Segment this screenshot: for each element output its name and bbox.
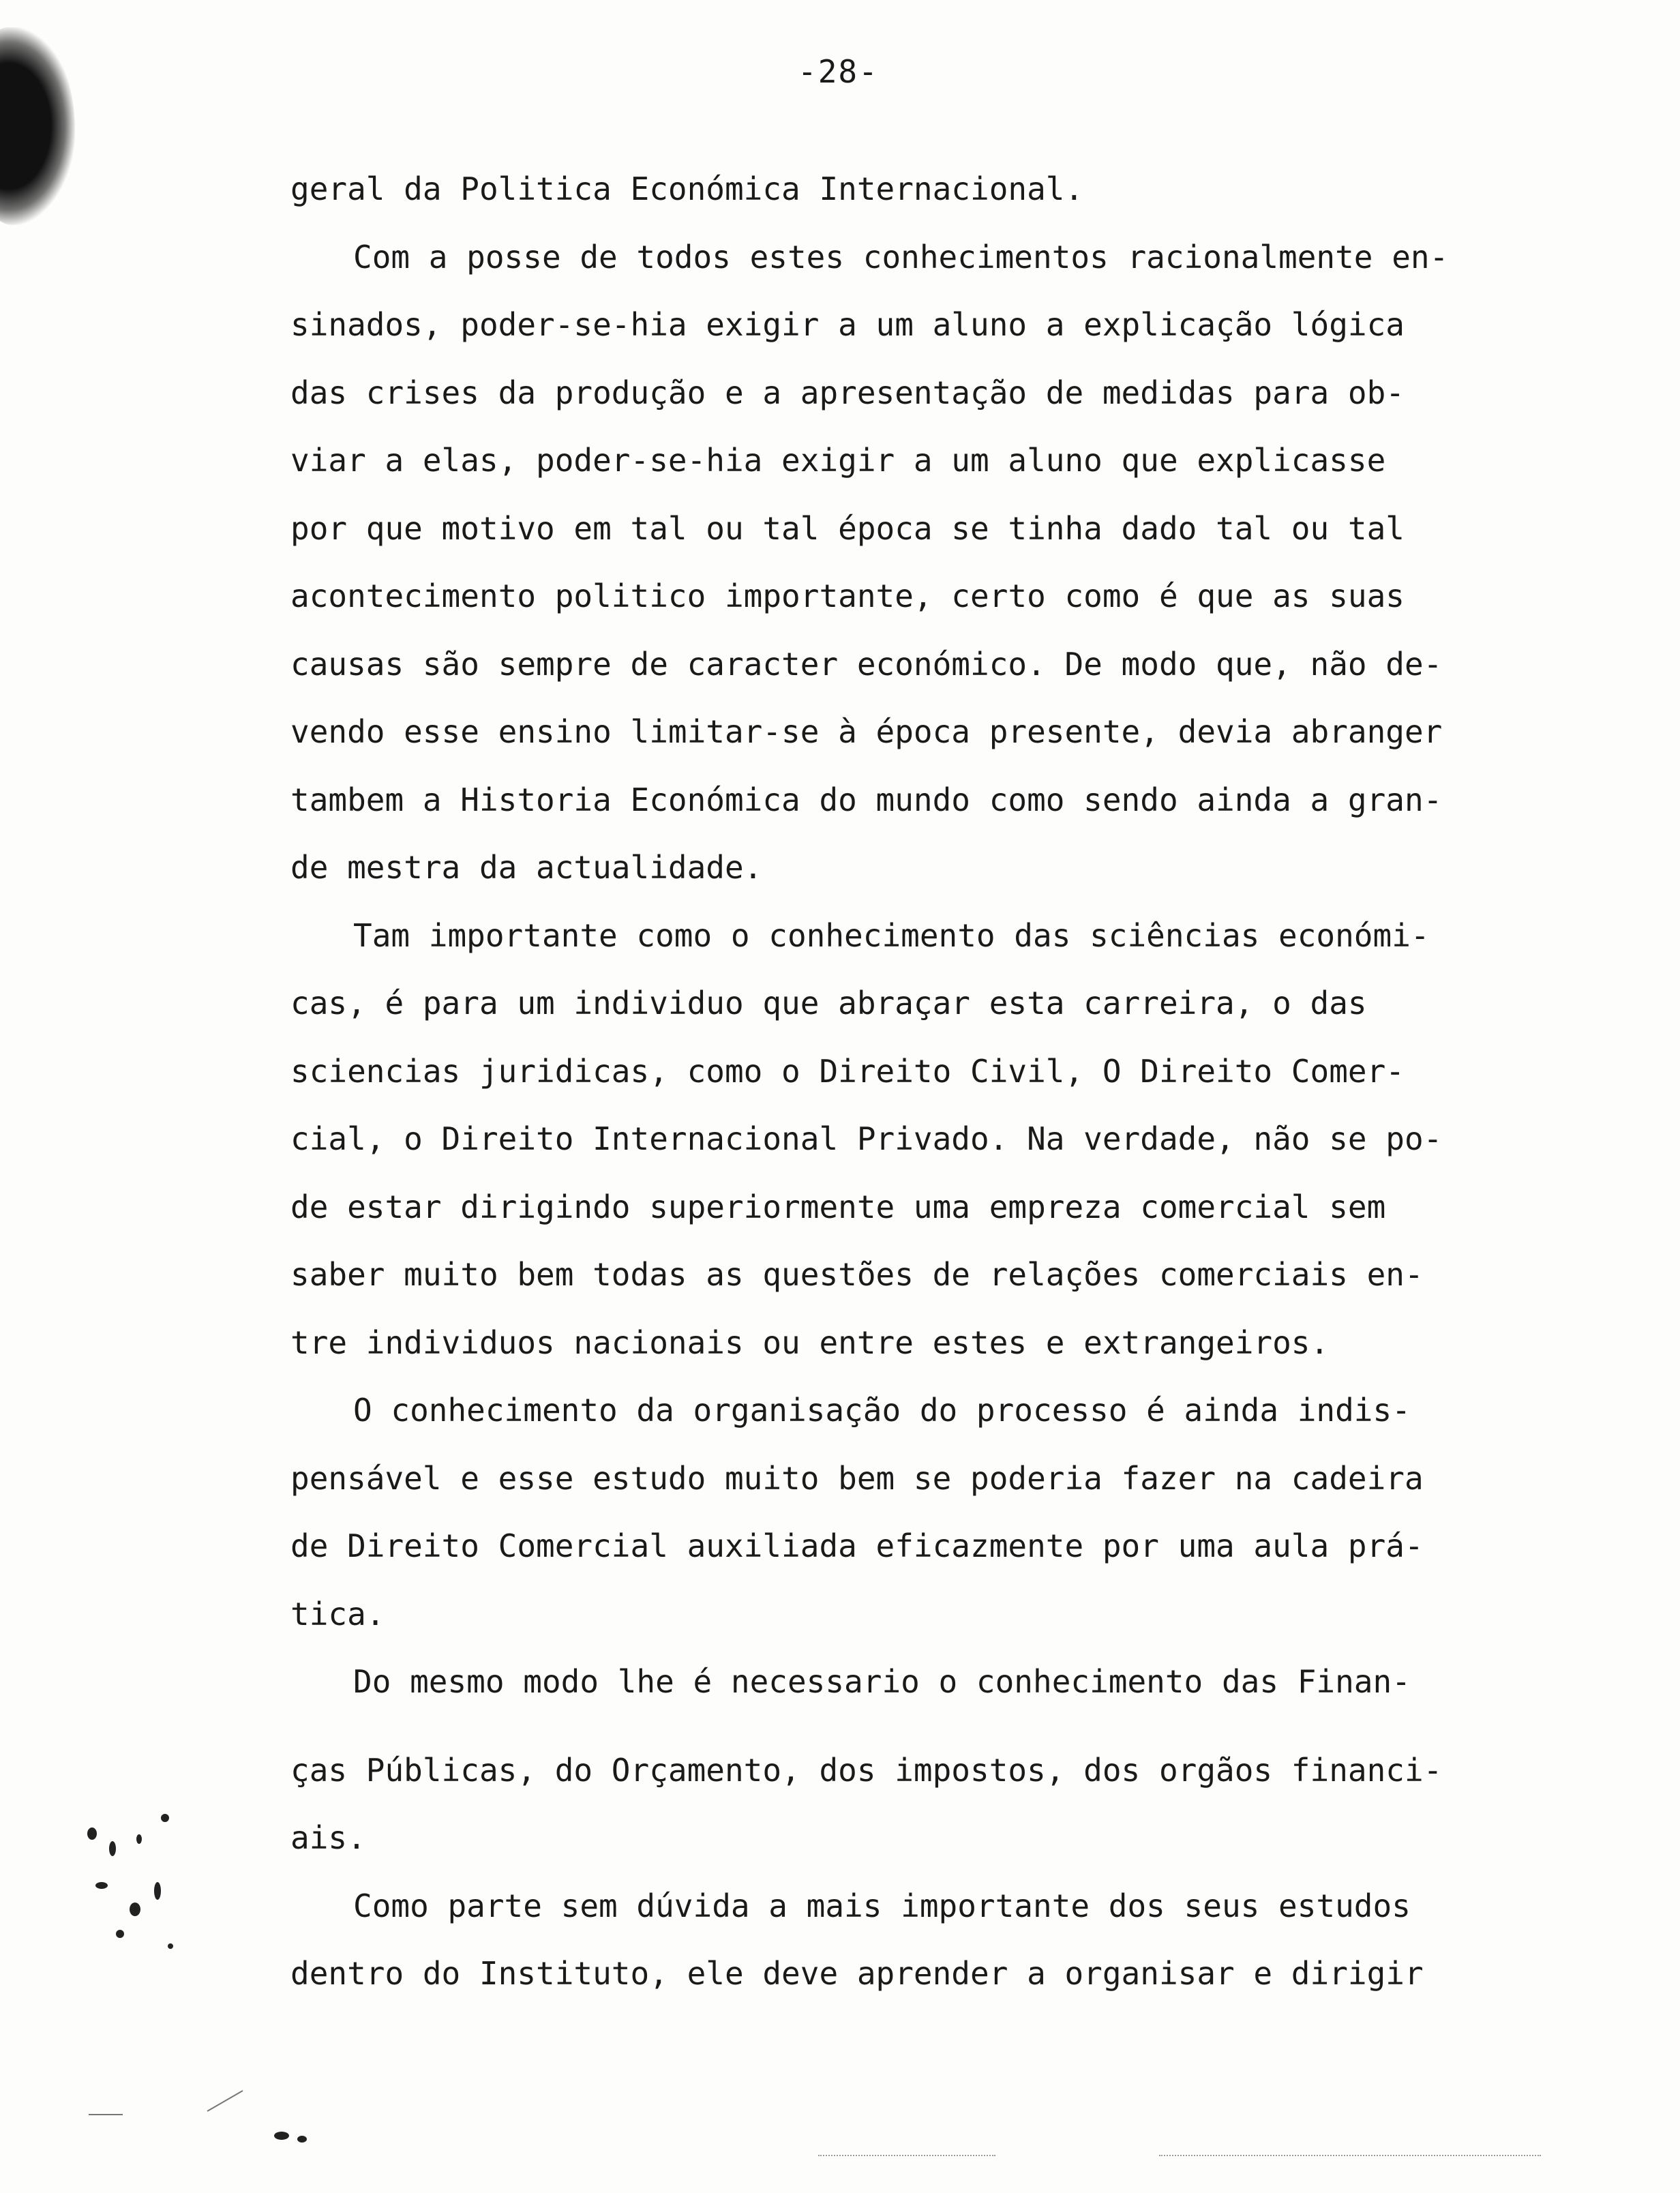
text-line: acontecimento politico importante, certo como é que as suas bbox=[290, 578, 1405, 614]
text-line: vendo esse ensino limitar-se à época presente, devia abranger bbox=[290, 713, 1443, 750]
text-line: cial, o Direito Internacional Privado. Na verdade, não se po- bbox=[290, 1120, 1443, 1157]
text-line: tica. bbox=[290, 1595, 385, 1632]
text-line: Tam importante como o conhecimento das sciências económi- bbox=[353, 916, 1430, 954]
text-line: ças Públicas, do Orçamento, dos impostos, dos orgãos financi- bbox=[290, 1751, 1443, 1789]
body-text bbox=[290, 155, 1545, 2008]
text-line: Com a posse de todos estes conhecimentos racionalmente en- bbox=[353, 238, 1449, 275]
text-line: viar a elas, poder-se-hia exigir a um aluno que explicasse bbox=[290, 442, 1386, 479]
text-line: geral da Politica Económica Internacional. bbox=[290, 170, 1084, 207]
text-line: de Direito Comercial auxiliada eficazmente por uma aula prá- bbox=[290, 1527, 1424, 1564]
text-line: sciencias juridicas, como o Direito Civil, O Direito Comer- bbox=[290, 1052, 1405, 1090]
smudge-mark bbox=[1159, 2155, 1541, 2156]
text-line: das crises da produção e a apresentação de medidas para ob- bbox=[290, 374, 1405, 411]
text-line: Do mesmo modo lhe é necessario o conhecimento das Finan- bbox=[353, 1663, 1411, 1700]
ink-blot-mark bbox=[0, 27, 75, 225]
text-line: de estar dirigindo superiormente uma empreza comercial sem bbox=[290, 1188, 1386, 1225]
smudge-mark bbox=[89, 2114, 123, 2115]
text-line: saber muito bem todas as questões de relações comerciais en- bbox=[290, 1256, 1424, 1293]
text-line: sinados, poder-se-hia exigir a um aluno a explicação lógica bbox=[290, 306, 1405, 343]
text-line: dentro do Instituto, ele deve aprender a organisar e dirigir bbox=[290, 1955, 1424, 1992]
text-line: ais. bbox=[290, 1819, 366, 1856]
text-line: por que motivo em tal ou tal época se tinha dado tal ou tal bbox=[290, 509, 1405, 547]
text-line: tre individuos nacionais ou entre estes e extrangeiros. bbox=[290, 1324, 1330, 1361]
text-line: tambem a Historia Económica do mundo como sendo ainda a gran- bbox=[290, 781, 1443, 818]
text-line: causas são sempre de caracter económico. De modo que, não de- bbox=[290, 645, 1443, 683]
text-line: O conhecimento da organisação do processo é ainda indis- bbox=[353, 1392, 1411, 1429]
text-line: Como parte sem dúvida a mais importante dos seus estudos bbox=[353, 1887, 1411, 1924]
text-line: de mestra da actualidade. bbox=[290, 849, 763, 886]
text-line: cas, é para um individuo que abraçar esta carreira, o das bbox=[290, 985, 1367, 1021]
page-number: -28- bbox=[798, 53, 879, 90]
smudge-mark bbox=[207, 2090, 243, 2112]
smudge-mark bbox=[818, 2155, 995, 2156]
text-line: pensável e esse estudo muito bem se poderia fazer na cadeira bbox=[290, 1459, 1424, 1497]
